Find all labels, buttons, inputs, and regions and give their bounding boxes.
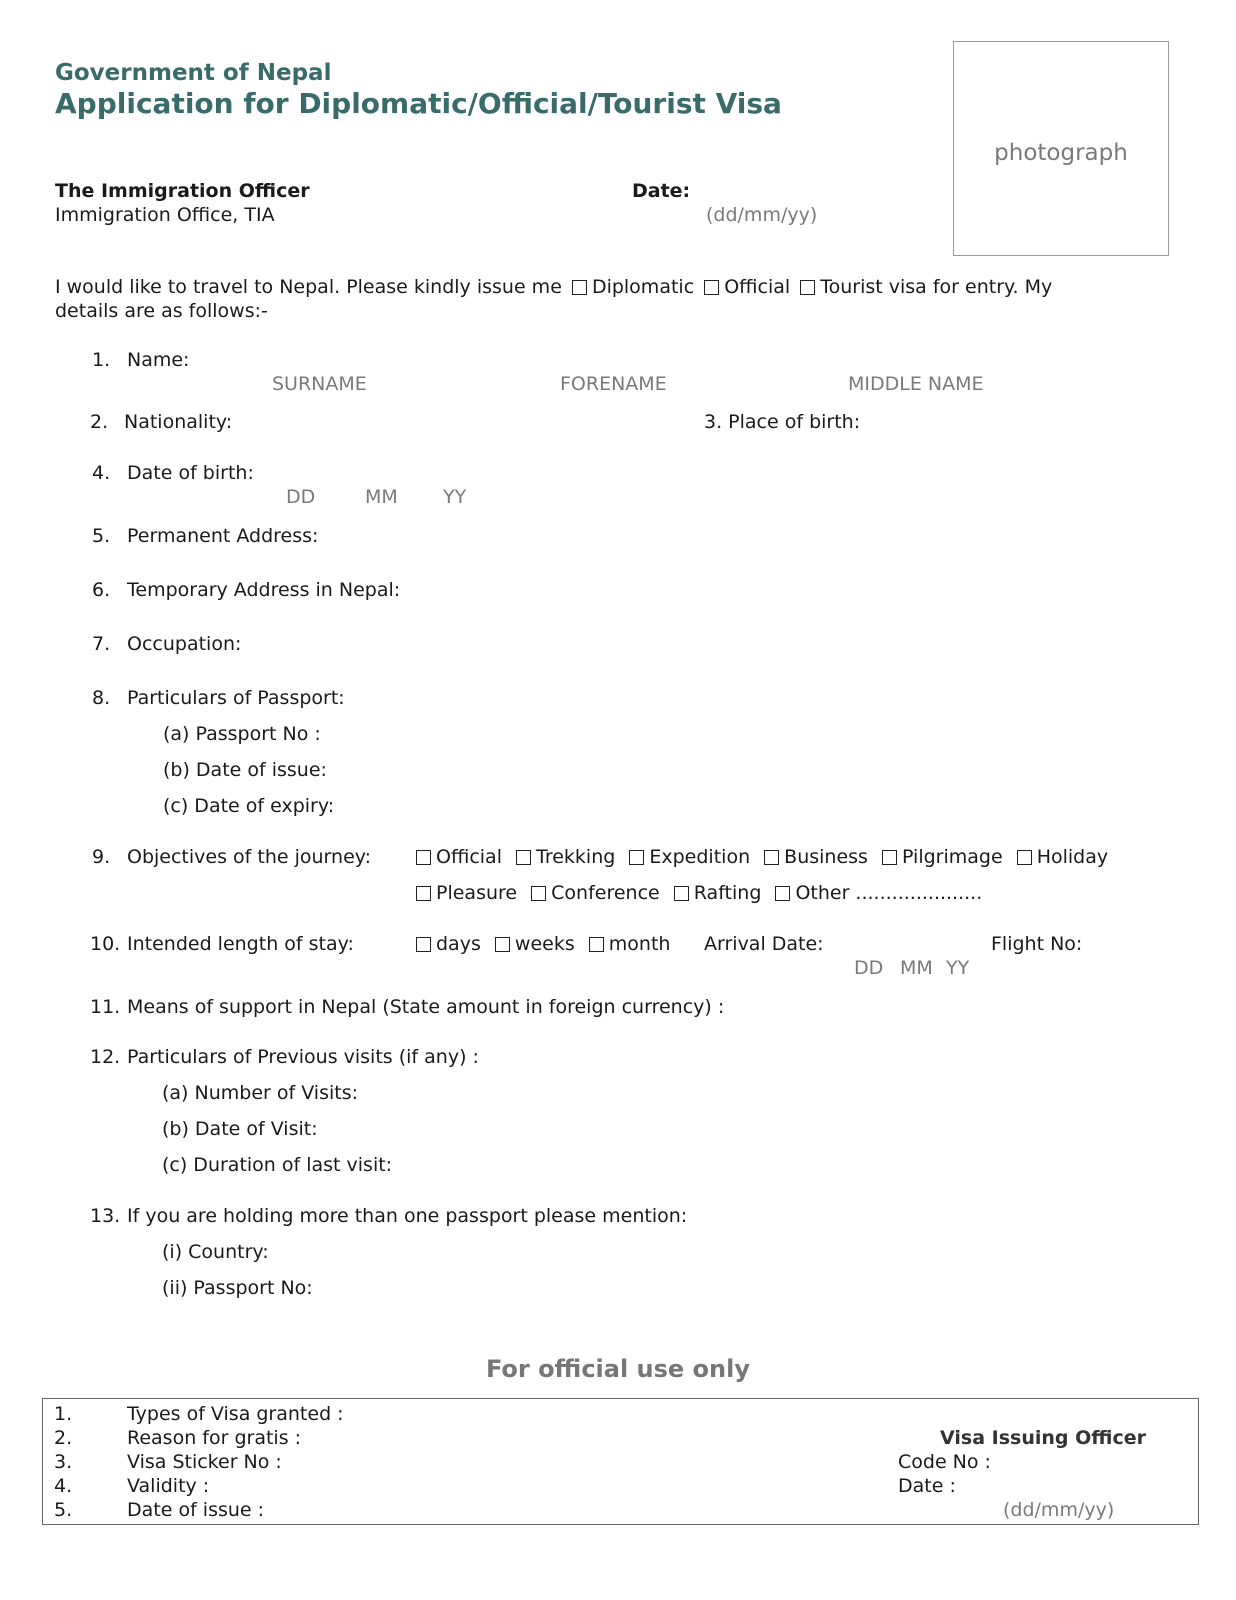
field-num-7: 7. (92, 633, 111, 655)
objective-expedition-checkbox[interactable] (629, 850, 644, 865)
official-row-5-num: 5. (54, 1499, 73, 1521)
intro-line-1 (55, 276, 1052, 299)
visa-sticker-label: Visa Sticker No : (127, 1451, 282, 1473)
multiple-passports-label: If you are holding more than one passport please mention: (127, 1205, 688, 1227)
passport-no-label: (a) Passport No : (163, 723, 321, 745)
stay-weeks-checkbox[interactable] (495, 937, 510, 952)
passport-issue-label: (b) Date of issue: (163, 759, 327, 781)
field-num-8: 8. (92, 687, 111, 709)
dob-yy-hint: YY (443, 486, 467, 508)
objectives-row-1 (416, 846, 1108, 869)
field-num-10: 10. (90, 933, 121, 955)
field-num-13: 13. (90, 1205, 121, 1227)
objective-business-checkbox[interactable] (764, 850, 779, 865)
forename-hint: FORENAME (560, 373, 667, 395)
official-option: Official (724, 276, 791, 298)
duration-last-visit-label: (c) Duration of last visit: (162, 1154, 393, 1176)
government-heading: Government of Nepal (55, 60, 332, 86)
official-row-2-num: 2. (54, 1427, 73, 1449)
stay-days: days (436, 933, 481, 955)
arrival-dd-hint: DD (854, 957, 884, 979)
field-num-5: 5. (92, 525, 111, 547)
stay-month-checkbox[interactable] (589, 937, 604, 952)
validity-label: Validity : (127, 1475, 210, 1497)
visa-type-label: Types of Visa granted : (127, 1403, 344, 1425)
objective-other-checkbox[interactable] (775, 886, 790, 901)
intro-line-2: details are as follows:- (55, 300, 268, 322)
stay-days-checkbox[interactable] (416, 937, 431, 952)
date-of-visit-label: (b) Date of Visit: (162, 1118, 318, 1140)
arrival-date-label: Arrival Date: (704, 933, 824, 955)
surname-hint: SURNAME (272, 373, 367, 395)
dob-label: Date of birth: (127, 462, 254, 484)
objective-pilgrimage-checkbox[interactable] (882, 850, 897, 865)
objective-conference-checkbox[interactable] (531, 886, 546, 901)
field-num-11: 11. (90, 996, 121, 1018)
official-use-title: For official use only (485, 1355, 751, 1383)
form-title: Application for Diplomatic/Official/Tourist Visa (55, 87, 782, 120)
code-no-label: Code No : (898, 1451, 991, 1473)
dob-dd-hint: DD (286, 486, 316, 508)
objective-conference: Conference (551, 882, 660, 904)
objective-official-checkbox[interactable] (416, 850, 431, 865)
objective-pleasure-checkbox[interactable] (416, 886, 431, 901)
stay-weeks: weeks (514, 933, 575, 955)
passport-label: Particulars of Passport: (127, 687, 345, 709)
previous-visits-label: Particulars of Previous visits (if any) : (127, 1046, 479, 1068)
stay-month: month (608, 933, 671, 955)
objective-pleasure: Pleasure (436, 882, 518, 904)
permanent-address-label: Permanent Address: (127, 525, 319, 547)
objective-holiday-checkbox[interactable] (1017, 850, 1032, 865)
tourist-option: Tourist visa for entry. My (820, 276, 1053, 298)
field-num-6: 6. (92, 579, 111, 601)
tourist-checkbox[interactable] (800, 280, 815, 295)
visa-officer-title: Visa Issuing Officer (940, 1427, 1146, 1449)
objective-pilgrimage: Pilgrimage (902, 846, 1003, 868)
nationality-label: Nationality: (124, 411, 233, 433)
officer-date-label: Date : (898, 1475, 956, 1497)
objective-rafting: Rafting (693, 882, 762, 904)
objective-trekking: Trekking (536, 846, 616, 868)
occupation-label: Occupation: (127, 633, 242, 655)
arrival-yy-hint: YY (946, 957, 970, 979)
dob-mm-hint: MM (365, 486, 398, 508)
other-passport-no-label: (ii) Passport No: (162, 1277, 313, 1299)
objective-official: Official (436, 846, 502, 868)
stay-label: Intended length of stay: (127, 933, 354, 955)
date-of-issue-label: Date of issue : (127, 1499, 265, 1521)
objective-other: Other ..................... (795, 882, 983, 904)
middle-name-hint: MIDDLE NAME (848, 373, 984, 395)
field-num-9: 9. (92, 846, 111, 868)
support-label: Means of support in Nepal (State amount in foreign currency) : (127, 996, 725, 1018)
objectives-label: Objectives of the journey: (127, 846, 372, 868)
photograph-label: photograph (994, 140, 1128, 166)
date-label: Date: (632, 180, 691, 202)
objective-business: Business (784, 846, 868, 868)
objective-holiday: Holiday (1036, 846, 1109, 868)
addressee-office: Immigration Office, TIA (55, 204, 275, 226)
diplomatic-option: Diplomatic (591, 276, 695, 298)
official-row-3-num: 3. (54, 1451, 73, 1473)
number-of-visits-label: (a) Number of Visits: (162, 1082, 359, 1104)
arrival-mm-hint: MM (900, 957, 933, 979)
objectives-row-2 (416, 882, 982, 905)
place-of-birth-label: 3. Place of birth: (704, 411, 861, 433)
stay-options (416, 933, 670, 956)
diplomatic-checkbox[interactable] (572, 280, 587, 295)
temporary-address-label: Temporary Address in Nepal: (127, 579, 401, 601)
passport-expiry-label: (c) Date of expiry: (163, 795, 335, 817)
addressee-title: The Immigration Officer (55, 180, 310, 202)
date-format-hint: (dd/mm/yy) (706, 204, 818, 226)
objective-rafting-checkbox[interactable] (674, 886, 689, 901)
photograph-box[interactable] (953, 41, 1169, 256)
gratis-reason-label: Reason for gratis : (127, 1427, 302, 1449)
objective-expedition: Expedition (649, 846, 751, 868)
flight-no-label: Flight No: (991, 933, 1083, 955)
intro-text: I would like to travel to Nepal. Please kindly issue me (55, 276, 562, 298)
official-row-4-num: 4. (54, 1475, 73, 1497)
officer-date-format: (dd/mm/yy) (1003, 1499, 1115, 1521)
name-label: Name: (127, 349, 190, 371)
official-visa-checkbox[interactable] (704, 280, 719, 295)
other-passport-country-label: (i) Country: (162, 1241, 269, 1263)
objective-trekking-checkbox[interactable] (516, 850, 531, 865)
official-row-1-num: 1. (54, 1403, 73, 1425)
field-num-12: 12. (90, 1046, 121, 1068)
field-num-1: 1. (92, 349, 111, 371)
field-num-4: 4. (92, 462, 111, 484)
field-num-2: 2. (90, 411, 109, 433)
